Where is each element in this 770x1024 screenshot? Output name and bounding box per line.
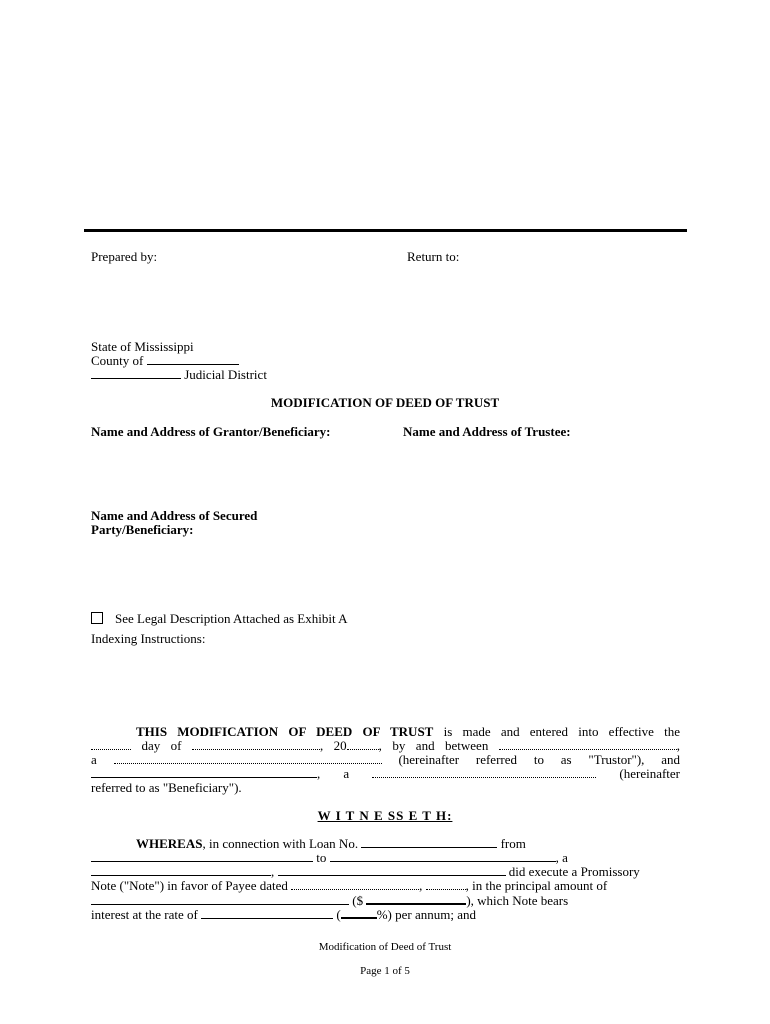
page-number: Page 1 of 5 xyxy=(360,965,410,977)
secured-party-heading-line1: Name and Address of Secured xyxy=(91,508,258,523)
state-line: State of Mississippi xyxy=(91,339,194,354)
amount-words-blank[interactable] xyxy=(91,894,349,905)
whereas-line-6 xyxy=(91,907,476,922)
beneficiary-line: referred to as "Beneficiary"). xyxy=(91,780,242,795)
trustor-type-blank[interactable] xyxy=(114,753,382,764)
exhibit-checkbox-label: See Legal Description Attached as Exhibit A xyxy=(115,611,348,626)
trustor-name-blank[interactable] xyxy=(499,739,677,750)
interest-label: interest at the rate of xyxy=(91,907,198,922)
prepared-by-label: Prepared by: xyxy=(91,249,158,264)
year-blank[interactable] xyxy=(347,739,379,750)
percent-label: %) per annum; and xyxy=(376,907,476,922)
intro-bold-title: THIS MODIFICATION OF DEED OF TRUST xyxy=(136,724,434,739)
from-label: from xyxy=(500,836,526,851)
comma-a-2: , a xyxy=(555,850,568,865)
comma-a-label: , a xyxy=(317,766,350,781)
intro-line1-text: is made and entered into effective the xyxy=(443,724,680,739)
to-blank[interactable] xyxy=(330,851,556,862)
intro-line-1 xyxy=(91,725,680,739)
a-label: a xyxy=(91,752,97,767)
witnesseth-heading: W I T N E SS E T H: xyxy=(317,808,453,823)
document-title: MODIFICATION OF DEED OF TRUST xyxy=(270,395,500,410)
secured-party-heading-line2: Party/Beneficiary: xyxy=(91,522,194,537)
comma-3: , xyxy=(419,878,423,893)
whereas-line-1 xyxy=(136,837,526,851)
month-blank[interactable] xyxy=(192,739,320,750)
principal-label: , in the principal amount of xyxy=(465,878,608,893)
day-blank[interactable] xyxy=(91,739,131,750)
intro-line-3 xyxy=(91,753,680,767)
whereas-bold: WHEREAS xyxy=(136,836,203,851)
note-label: Note ("Note") in favor of Payee dated xyxy=(91,878,288,893)
intro-line-4 xyxy=(91,767,680,781)
amount-number-blank[interactable] xyxy=(366,893,466,905)
dollar-label: ($ xyxy=(352,893,364,908)
return-to-label: Return to: xyxy=(407,249,460,264)
execute-label: did execute a Promissory xyxy=(508,864,640,879)
footer-title: Modification of Deed of Trust xyxy=(318,941,452,953)
exhibit-checkbox[interactable] xyxy=(91,612,103,624)
whereas-line-3 xyxy=(91,865,640,879)
entity-type-blank[interactable] xyxy=(91,865,271,876)
district-blank[interactable] xyxy=(91,368,181,379)
header-rule xyxy=(84,229,687,232)
maker-blank[interactable] xyxy=(278,865,506,876)
note-year-blank[interactable] xyxy=(426,879,466,890)
loan-number-blank[interactable] xyxy=(361,837,497,848)
to-label: to xyxy=(316,850,327,865)
bears-label: ), which Note bears xyxy=(466,893,569,908)
hereinafter-label: (hereinafter xyxy=(619,766,681,781)
year-label: , 20 xyxy=(319,738,347,753)
trustee-heading: Name and Address of Trustee: xyxy=(403,424,571,439)
from-blank[interactable] xyxy=(91,851,313,862)
beneficiary-type-blank[interactable] xyxy=(372,767,596,778)
indexing-instructions-label: Indexing Instructions: xyxy=(91,631,206,646)
trustor-label: (hereinafter referred to as "Trustor"), and xyxy=(398,752,681,767)
grantor-heading: Name and Address of Grantor/Beneficiary: xyxy=(91,424,331,439)
comma-2: , xyxy=(271,864,275,879)
district-label: Judicial District xyxy=(184,367,267,382)
beneficiary-name-blank[interactable] xyxy=(91,767,317,778)
district-line xyxy=(91,368,267,382)
whereas-line-4 xyxy=(91,879,607,893)
note-date-blank[interactable] xyxy=(291,879,419,890)
county-blank[interactable] xyxy=(147,354,239,365)
intro-line-2 xyxy=(91,739,680,753)
day-of-label: day of xyxy=(141,738,182,753)
county-line xyxy=(91,354,239,368)
whereas-line-2 xyxy=(91,851,568,865)
comma-1: , xyxy=(676,738,681,753)
loan-label: , in connection with Loan No. xyxy=(202,836,359,851)
county-label: County of xyxy=(91,353,144,368)
rate-words-blank[interactable] xyxy=(201,908,333,919)
rate-number-blank[interactable] xyxy=(341,907,377,919)
by-between-label: , by and between xyxy=(378,738,489,753)
whereas-line-5 xyxy=(91,893,568,908)
paren-open: ( xyxy=(336,907,341,922)
